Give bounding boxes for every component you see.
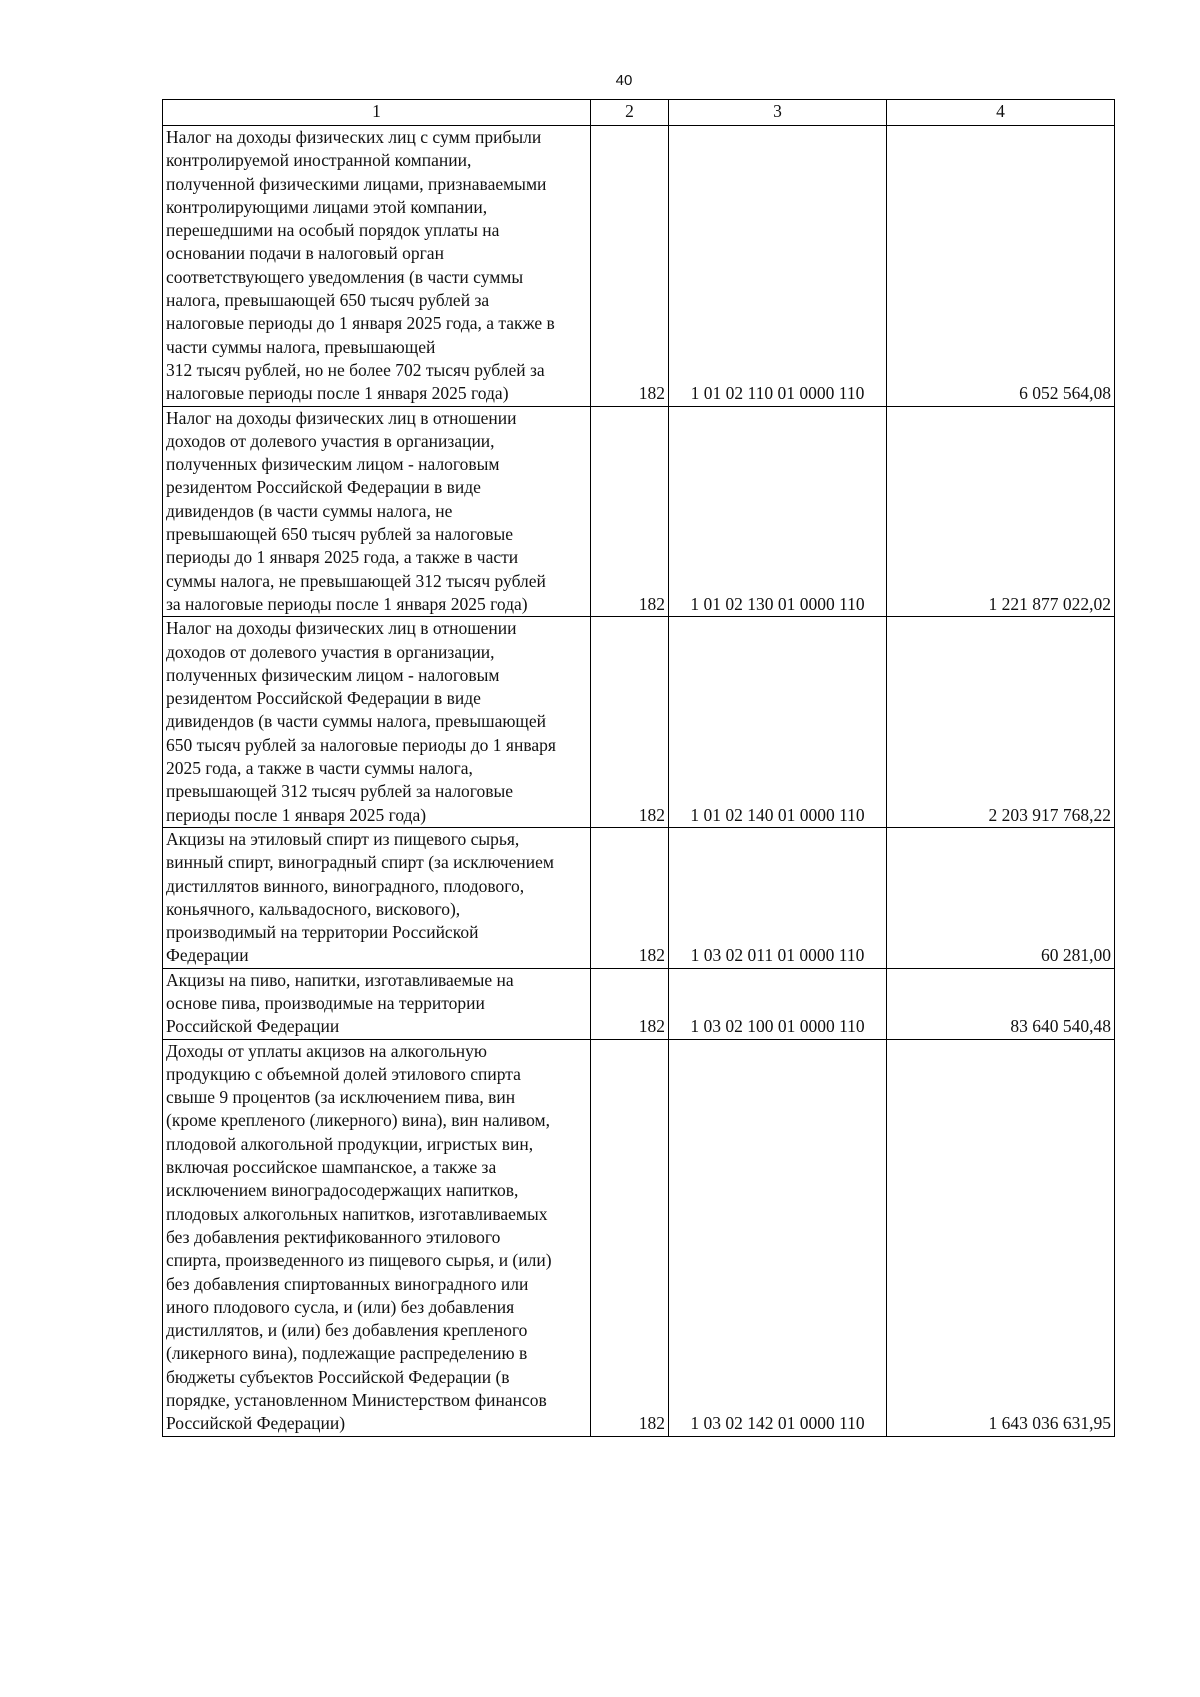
page-number: 40 [615, 72, 633, 89]
table-row [163, 827, 1115, 968]
column-header-1: 1 [163, 100, 591, 126]
budget-classification-code-cell: 1 03 02 100 01 0000 110 [669, 968, 887, 1039]
column-header-2: 2 [591, 100, 669, 126]
budget-classification-code-cell: 1 01 02 110 01 0000 110 [669, 126, 887, 407]
revenue-name-cell: Акцизы на этиловый спирт из пищевого сырья, винный спирт, виноградный спирт (за исключением дистиллятов винного, виноградного, плодового, коньячного, кальвадосного, вискового), производимый на территории Российской Федерации [163, 827, 591, 968]
admin-code-cell: 182 [591, 406, 669, 617]
column-header-4: 4 [887, 100, 1115, 126]
table-row [163, 968, 1115, 1039]
table-row [163, 617, 1115, 828]
revenue-name-cell: Налог на доходы физических лиц с сумм прибыли контролируемой иностранной компании, полученной физическими лицами, признаваемыми контролирующими лицами этой компании, перешедшими на особый порядок уплаты на основании подачи в налоговый орган соответствующего уведомления (в части суммы налога, превышающей 650 тысяч рублей за налоговые периоды до 1 января 2025 года, а также в части суммы налога, превышающей 312 тысяч рублей, но не более 702 тысяч рублей за налоговые периоды после 1 января 2025 года) [163, 126, 591, 407]
admin-code-cell: 182 [591, 126, 669, 407]
table-header-row [163, 100, 1115, 126]
amount-cell: 1 221 877 022,02 [887, 406, 1115, 617]
admin-code-cell: 182 [591, 827, 669, 968]
table-row [163, 406, 1115, 617]
revenue-name-cell: Доходы от уплаты акцизов на алкогольную продукцию с объемной долей этилового спирта свыше 9 процентов (за исключением пива, вин (кроме крепленого (ликерного) вина), вин наливом, плодовой алкогольной продукции, игристых вин, включая российское шампанское, а также за исключением виноградосодержащих напитков, плодовых алкогольных напитков, изготавливаемых без добавления ректификованного этилового спирта, произведенного из пищевого сырья, и (или) без добавления спиртованных виноградного или иного плодового сусла, и (или) без добавления дистиллятов, и (или) без добавления крепленого (ликерного вина), подлежащие распределению в бюджеты субъектов Российской Федерации (в порядке, установленном Министерством финансов Российской Федерации) [163, 1039, 591, 1436]
budget-classification-code-cell: 1 01 02 140 01 0000 110 [669, 617, 887, 828]
budget-classification-code-cell: 1 03 02 142 01 0000 110 [669, 1039, 887, 1436]
table-row [163, 126, 1115, 407]
admin-code-cell: 182 [591, 968, 669, 1039]
admin-code-cell: 182 [591, 617, 669, 828]
revenue-name-cell: Налог на доходы физических лиц в отношении доходов от долевого участия в организации, полученных физическим лицом - налоговым резидентом Российской Федерации в виде дивидендов (в части суммы налога, не превышающей 650 тысяч рублей за налоговые периоды до 1 января 2025 года, а также в части суммы налога, не превышающей 312 тысяч рублей за налоговые периоды после 1 января 2025 года) [163, 406, 591, 617]
amount-cell: 2 203 917 768,22 [887, 617, 1115, 828]
budget-revenue-table [162, 99, 1115, 1437]
budget-classification-code-cell: 1 01 02 130 01 0000 110 [669, 406, 887, 617]
revenue-name-cell: Акцизы на пиво, напитки, изготавливаемые на основе пива, производимые на территории Российской Федерации [163, 968, 591, 1039]
admin-code-cell: 182 [591, 1039, 669, 1436]
budget-classification-code-cell: 1 03 02 011 01 0000 110 [669, 827, 887, 968]
revenue-name-cell: Налог на доходы физических лиц в отношении доходов от долевого участия в организации, полученных физическим лицом - налоговым резидентом Российской Федерации в виде дивидендов (в части суммы налога, превышающей 650 тысяч рублей за налоговые периоды до 1 января 2025 года, а также в части суммы налога, превышающей 312 тысяч рублей за налоговые периоды после 1 января 2025 года) [163, 617, 591, 828]
table-row [163, 1039, 1115, 1436]
amount-cell: 6 052 564,08 [887, 126, 1115, 407]
amount-cell: 1 643 036 631,95 [887, 1039, 1115, 1436]
amount-cell: 83 640 540,48 [887, 968, 1115, 1039]
column-header-3: 3 [669, 100, 887, 126]
amount-cell: 60 281,00 [887, 827, 1115, 968]
